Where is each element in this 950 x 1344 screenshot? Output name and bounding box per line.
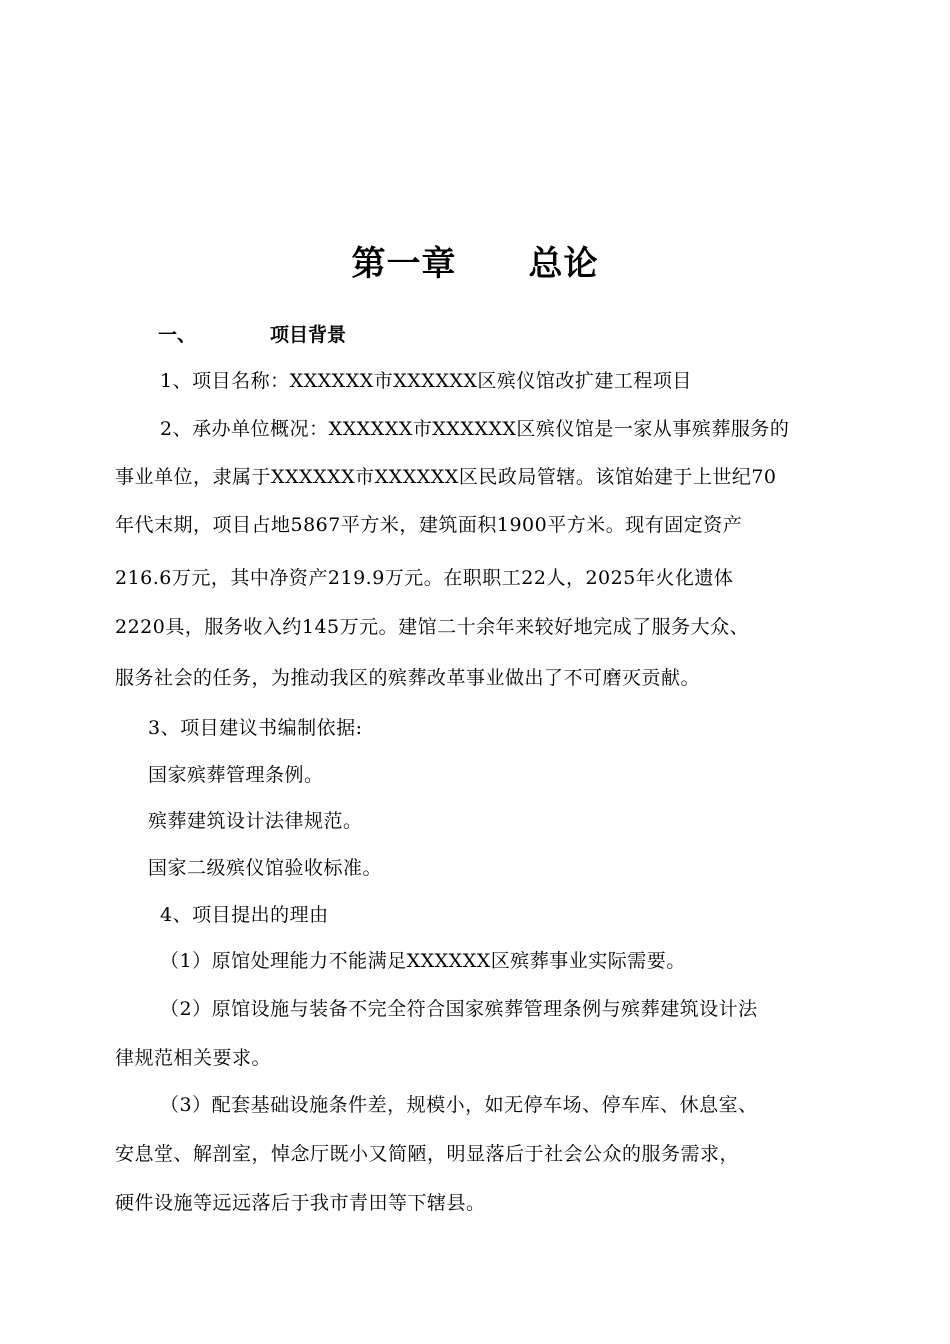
section-title: 项目背景 [270,324,347,346]
paragraph-line: 3、项目建议书编制依据: [148,717,363,739]
paragraph-line: 硬件设施等远远落后于我市青田等下辖县。 [115,1192,486,1214]
section-number: 一、 [158,324,197,346]
paragraph-line: 服务社会的任务，为推动我区的殡葬改革事业做出了不可磨灭贡献。 [115,667,701,689]
paragraph-line: 安息堂、解剖室，悼念厅既小又简陋，明显落后于社会公众的服务需求， [115,1143,740,1165]
paragraph-line: 国家二级殡仪馆验收标准。 [148,857,383,879]
paragraph-line: 殡葬建筑设计法律规范。 [148,810,363,832]
chapter-name: 总论 [528,244,599,284]
paragraph-line: （1）原馆处理能力不能满足XXXXXX区殡葬事业实际需要。 [160,950,686,972]
paragraph-line: （2）原馆设施与装备不完全符合国家殡葬管理条例与殡葬建筑设计法 [160,998,758,1020]
paragraph-line: 国家殡葬管理条例。 [148,764,324,786]
paragraph-line: 律规范相关要求。 [115,1047,272,1069]
paragraph-line: 2、承办单位概况：XXXXXX市XXXXXX区殡仪馆是一家从事殡葬服务的 [160,418,790,440]
paragraph-line: 年代末期，项目占地5867平方米，建筑面积1900平方米。现有固定资产 [115,514,743,536]
chapter-number: 第一章 [351,244,457,284]
paragraph-line: 2220具，服务收入约145万元。建馆二十余年来较好地完成了服务大众、 [115,616,750,638]
section-heading [158,320,346,347]
paragraph-line: （3）配套基础设施条件差，规模小，如无停车场、停车库、休息室、 [160,1094,758,1116]
paragraph-line: 4、项目提出的理由 [160,904,329,926]
paragraph-line: 1、项目名称：XXXXXX市XXXXXX区殡仪馆改扩建工程项目 [160,370,692,392]
paragraph-line: 216.6万元，其中净资产219.9万元。在职职工22人，2025年火化遗体 [115,567,734,589]
chapter-title [0,236,950,285]
paragraph-line: 事业单位，隶属于XXXXXX市XXXXXX区民政局管辖。该馆始建于上世纪70 [115,466,777,488]
